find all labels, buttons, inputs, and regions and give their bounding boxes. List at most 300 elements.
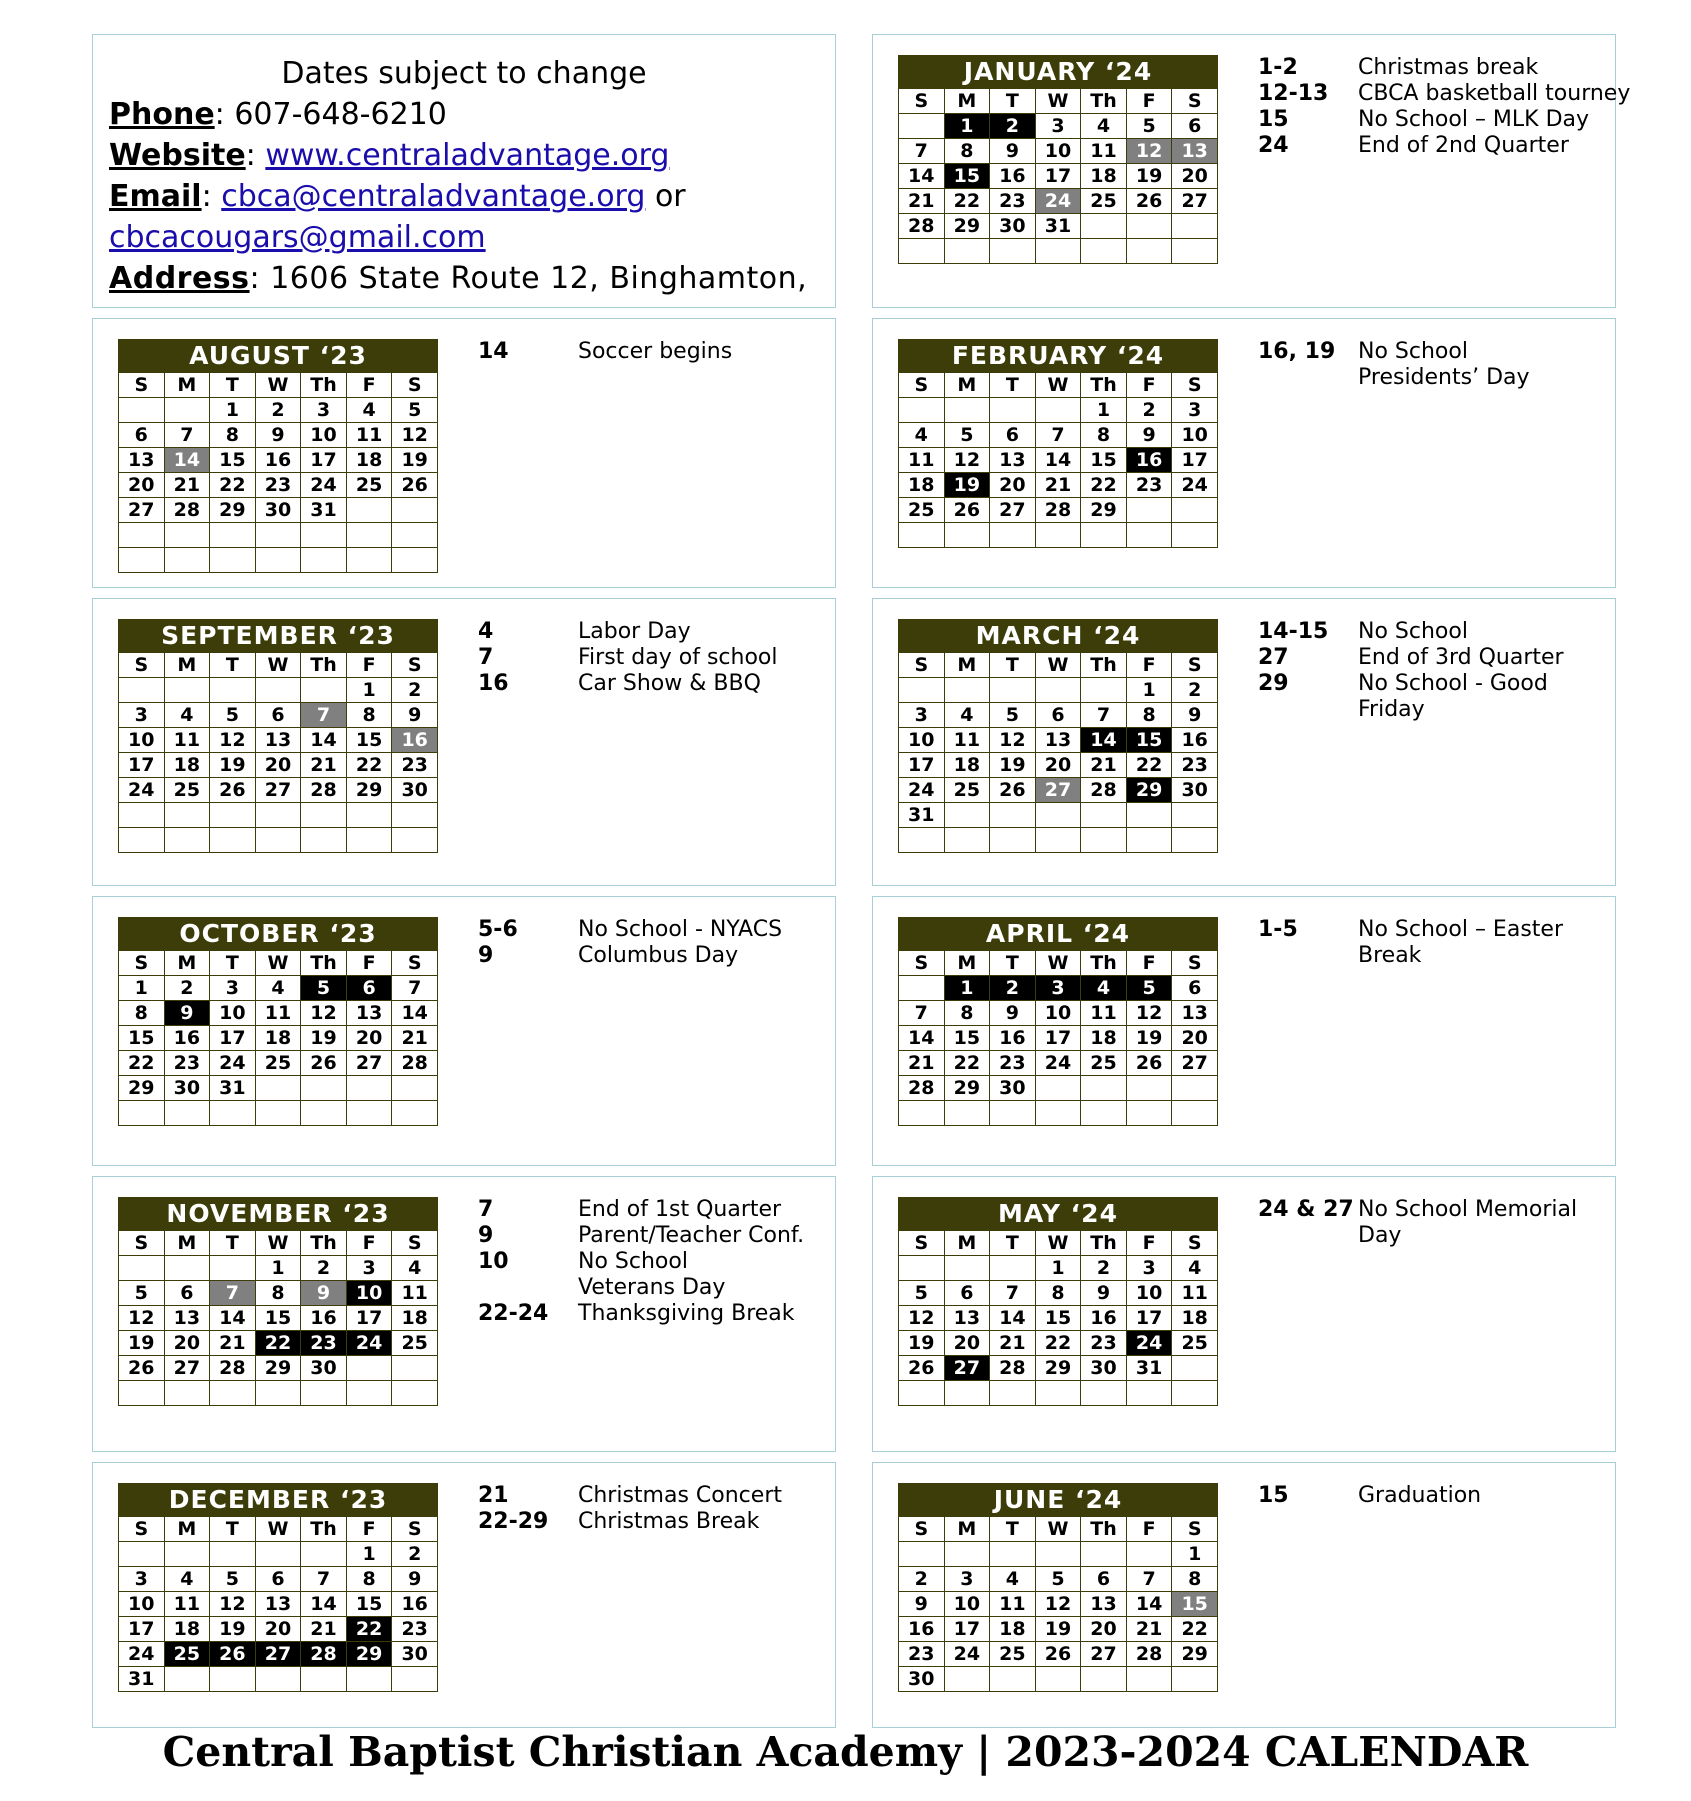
day-cell (346, 803, 392, 828)
event-list (1258, 1483, 1605, 1509)
weekday-header: Th (1081, 1517, 1127, 1542)
day-cell: 8 (346, 1567, 392, 1592)
day-cell: 31 (119, 1667, 165, 1692)
event-list (478, 339, 825, 365)
day-cell: 11 (392, 1281, 438, 1306)
day-cell (301, 1381, 347, 1406)
event-text: Labor Day (578, 619, 691, 644)
day-cell: 12 (210, 1592, 256, 1617)
day-cell: 21 (990, 1331, 1036, 1356)
day-cell (119, 1256, 165, 1281)
day-cell: 7 (1081, 703, 1127, 728)
day-cell: 25 (944, 778, 990, 803)
event-list (1258, 55, 1631, 159)
day-cell (119, 523, 165, 548)
weekday-header: F (346, 1231, 392, 1256)
day-cell: 24 (1126, 1331, 1172, 1356)
event-text: Christmas break (1358, 55, 1539, 80)
weekday-header: S (899, 951, 945, 976)
weekday-header: T (210, 373, 256, 398)
day-cell: 21 (899, 189, 945, 214)
event-list (478, 1483, 825, 1535)
day-cell (210, 1542, 256, 1567)
day-cell: 29 (346, 778, 392, 803)
day-cell: 7 (210, 1281, 256, 1306)
day-cell: 27 (255, 778, 301, 803)
day-cell: 5 (1035, 1567, 1081, 1592)
day-cell: 13 (944, 1306, 990, 1331)
day-cell (1081, 828, 1127, 853)
day-cell: 28 (1035, 498, 1081, 523)
day-cell: 20 (1081, 1617, 1127, 1642)
weekday-header: F (346, 951, 392, 976)
day-cell: 24 (1172, 473, 1218, 498)
event-text: Christmas Concert (578, 1483, 782, 1508)
event-item (1258, 943, 1605, 969)
day-cell: 29 (346, 1642, 392, 1667)
day-cell (1035, 523, 1081, 548)
event-text: No School - NYACS (578, 917, 783, 942)
weekday-header: W (255, 951, 301, 976)
event-text: Veterans Day (578, 1275, 726, 1300)
day-cell: 16 (392, 1592, 438, 1617)
day-cell: 25 (990, 1642, 1036, 1667)
day-cell: 11 (899, 448, 945, 473)
weekday-header: W (255, 1231, 301, 1256)
day-cell: 2 (990, 114, 1036, 139)
day-cell: 17 (1126, 1306, 1172, 1331)
day-cell: 1 (944, 114, 990, 139)
day-cell (1126, 828, 1172, 853)
day-cell: 26 (1126, 1051, 1172, 1076)
day-cell (1172, 1381, 1218, 1406)
day-cell: 3 (119, 1567, 165, 1592)
weekday-header: T (210, 1231, 256, 1256)
event-date (1258, 943, 1358, 969)
day-cell (1081, 214, 1127, 239)
day-cell: 13 (255, 1592, 301, 1617)
day-cell: 23 (1126, 473, 1172, 498)
day-cell: 30 (1081, 1356, 1127, 1381)
day-cell: 1 (1035, 1256, 1081, 1281)
day-cell: 18 (990, 1617, 1036, 1642)
day-cell (944, 398, 990, 423)
day-cell: 30 (392, 778, 438, 803)
event-item (1258, 133, 1605, 159)
day-cell: 1 (119, 976, 165, 1001)
day-cell: 31 (1035, 214, 1081, 239)
event-text: Soccer begins (578, 339, 733, 364)
day-cell (1081, 1542, 1127, 1567)
day-cell (899, 114, 945, 139)
day-cell (899, 398, 945, 423)
day-cell: 29 (255, 1356, 301, 1381)
day-cell (1172, 523, 1218, 548)
day-cell: 12 (1035, 1592, 1081, 1617)
day-cell (990, 1101, 1036, 1126)
day-cell: 22 (944, 189, 990, 214)
day-cell: 30 (990, 214, 1036, 239)
day-cell: 18 (1081, 164, 1127, 189)
day-cell (990, 678, 1036, 703)
address-text: 1606 State Route 12, Binghamton, (270, 261, 808, 296)
weekday-header: Th (1081, 1231, 1127, 1256)
day-cell: 4 (944, 703, 990, 728)
day-cell (1126, 214, 1172, 239)
day-cell (944, 1381, 990, 1406)
day-cell (899, 1256, 945, 1281)
day-cell (1172, 239, 1218, 264)
day-cell: 19 (899, 1331, 945, 1356)
day-cell (1081, 678, 1127, 703)
day-cell: 2 (899, 1567, 945, 1592)
day-cell (392, 548, 438, 573)
day-cell: 12 (1126, 139, 1172, 164)
event-date (478, 1275, 578, 1301)
day-cell (1035, 398, 1081, 423)
day-cell: 9 (1172, 703, 1218, 728)
day-cell (944, 1101, 990, 1126)
day-cell: 25 (1172, 1331, 1218, 1356)
weekday-header: M (944, 1517, 990, 1542)
day-cell: 8 (255, 1281, 301, 1306)
month-calendar (898, 917, 1218, 1126)
day-cell: 15 (210, 448, 256, 473)
day-cell (255, 1667, 301, 1692)
event-item (478, 619, 825, 645)
day-cell: 10 (301, 423, 347, 448)
day-cell: 3 (119, 703, 165, 728)
day-cell (1126, 1101, 1172, 1126)
month-panel (92, 318, 836, 588)
day-cell (1035, 1667, 1081, 1692)
event-date (1258, 697, 1358, 723)
day-cell (1172, 803, 1218, 828)
day-cell (990, 1542, 1036, 1567)
event-text: CBCA basketball tourney (1358, 81, 1631, 106)
event-text: End of 1st Quarter (578, 1197, 782, 1222)
address-line: Address: 1606 State Route 12, Binghamton, (109, 261, 808, 296)
weekday-header: M (164, 653, 210, 678)
day-cell: 13 (119, 448, 165, 473)
day-cell: 10 (346, 1281, 392, 1306)
event-text: Car Show & BBQ (578, 671, 761, 696)
day-cell: 21 (1126, 1617, 1172, 1642)
day-cell: 2 (1172, 678, 1218, 703)
day-cell (1081, 523, 1127, 548)
day-cell (392, 1101, 438, 1126)
day-cell: 30 (392, 1642, 438, 1667)
day-cell (1035, 1542, 1081, 1567)
day-cell: 7 (990, 1281, 1036, 1306)
day-cell: 8 (944, 139, 990, 164)
event-date: 9 (478, 943, 494, 968)
weekday-header: S (1172, 89, 1218, 114)
day-cell: 11 (1172, 1281, 1218, 1306)
weekday-header: W (1035, 1231, 1081, 1256)
day-cell: 7 (164, 423, 210, 448)
day-cell (1081, 1101, 1127, 1126)
day-cell: 27 (346, 1051, 392, 1076)
day-cell: 24 (119, 778, 165, 803)
day-cell (944, 239, 990, 264)
day-cell: 8 (210, 423, 256, 448)
day-cell: 18 (1172, 1306, 1218, 1331)
event-text: Presidents’ Day (1358, 365, 1530, 390)
day-cell: 8 (1081, 423, 1127, 448)
day-cell: 21 (210, 1331, 256, 1356)
day-cell (990, 239, 1036, 264)
day-cell: 1 (346, 1542, 392, 1567)
event-date: 24 (1258, 133, 1289, 158)
day-cell: 9 (990, 139, 1036, 164)
weekday-header: W (1035, 951, 1081, 976)
day-cell: 14 (164, 448, 210, 473)
email-link-2[interactable]: cbcacougars@gmail.com (109, 220, 486, 255)
day-cell: 11 (164, 728, 210, 753)
day-cell: 17 (1035, 164, 1081, 189)
day-cell: 28 (301, 1642, 347, 1667)
day-cell: 23 (392, 753, 438, 778)
day-cell (1126, 1076, 1172, 1101)
month-title: OCTOBER ‘23 (118, 917, 438, 950)
day-cell: 11 (1081, 1001, 1127, 1026)
month-title: JANUARY ‘24 (898, 55, 1218, 88)
event-date: 10 (478, 1249, 509, 1274)
day-cell: 24 (119, 1642, 165, 1667)
weekday-header: M (164, 1231, 210, 1256)
event-text: First day of school (578, 645, 778, 670)
day-cell: 24 (301, 473, 347, 498)
weekday-header: S (392, 653, 438, 678)
day-cell: 20 (1035, 753, 1081, 778)
weekday-header: S (899, 89, 945, 114)
event-date: 9 (478, 1223, 494, 1248)
day-cell: 12 (944, 448, 990, 473)
month-panel (872, 1176, 1616, 1452)
weekday-header: Th (301, 653, 347, 678)
event-list (478, 619, 825, 697)
month-panel (92, 1462, 836, 1728)
day-cell: 11 (346, 423, 392, 448)
event-date: 7 (478, 1197, 494, 1222)
weekday-header: T (210, 951, 256, 976)
day-cell: 21 (1035, 473, 1081, 498)
day-cell: 18 (255, 1026, 301, 1051)
day-cell (164, 1101, 210, 1126)
day-cell: 16 (1126, 448, 1172, 473)
website-line: Website: www.centraladvantage.org (109, 138, 670, 173)
day-cell (1081, 1381, 1127, 1406)
day-cell: 5 (210, 703, 256, 728)
day-cell: 9 (392, 1567, 438, 1592)
day-cell (346, 523, 392, 548)
day-cell: 17 (1035, 1026, 1081, 1051)
weekday-header: S (392, 951, 438, 976)
event-date: 7 (478, 645, 494, 670)
day-cell: 11 (164, 1592, 210, 1617)
day-cell (255, 1542, 301, 1567)
day-cell: 25 (164, 1642, 210, 1667)
day-cell: 11 (255, 1001, 301, 1026)
day-cell (1172, 1076, 1218, 1101)
day-cell: 24 (944, 1642, 990, 1667)
email-line-2 (109, 217, 819, 258)
event-item (478, 917, 825, 943)
day-cell: 13 (1035, 728, 1081, 753)
day-cell: 22 (1081, 473, 1127, 498)
day-cell: 17 (301, 448, 347, 473)
day-cell (119, 398, 165, 423)
day-cell: 29 (944, 214, 990, 239)
day-cell (346, 1667, 392, 1692)
event-date (1258, 365, 1358, 391)
day-cell: 9 (899, 1592, 945, 1617)
day-cell: 29 (210, 498, 256, 523)
event-item (478, 1197, 825, 1223)
day-cell (346, 1381, 392, 1406)
day-cell: 9 (255, 423, 301, 448)
website-link[interactable]: www.centraladvantage.org (265, 138, 670, 173)
day-cell: 25 (392, 1331, 438, 1356)
event-date: 24 & 27 (1258, 1197, 1354, 1222)
weekday-header: S (1172, 653, 1218, 678)
day-cell: 14 (301, 728, 347, 753)
weekday-header: S (392, 1231, 438, 1256)
day-cell: 5 (119, 1281, 165, 1306)
event-date: 22-29 (478, 1509, 549, 1534)
day-cell: 26 (301, 1051, 347, 1076)
day-cell (301, 678, 347, 703)
day-cell (255, 523, 301, 548)
day-cell: 7 (301, 1567, 347, 1592)
phone-label: Phone (109, 97, 215, 132)
day-cell: 16 (990, 1026, 1036, 1051)
day-cell: 4 (899, 423, 945, 448)
day-cell: 5 (944, 423, 990, 448)
email-link-1[interactable]: cbca@centraladvantage.org (221, 179, 646, 214)
day-cell: 25 (346, 473, 392, 498)
event-text: Christmas Break (578, 1509, 760, 1534)
day-cell: 14 (1035, 448, 1081, 473)
day-cell (210, 1381, 256, 1406)
day-cell (164, 1381, 210, 1406)
weekday-header: Th (1081, 653, 1127, 678)
day-cell: 22 (944, 1051, 990, 1076)
day-cell: 3 (1126, 1256, 1172, 1281)
day-cell: 10 (1126, 1281, 1172, 1306)
month-title: DECEMBER ‘23 (118, 1483, 438, 1516)
day-cell: 29 (119, 1076, 165, 1101)
page-title: Central Baptist Christian Academy | 2023-2024 CALENDAR (162, 1728, 1529, 1776)
day-cell (899, 1381, 945, 1406)
month-calendar (898, 55, 1218, 264)
day-cell (944, 803, 990, 828)
event-item (478, 1301, 825, 1327)
day-cell: 27 (1035, 778, 1081, 803)
day-cell: 15 (1126, 728, 1172, 753)
day-cell: 18 (899, 473, 945, 498)
weekday-header: W (1035, 89, 1081, 114)
event-date: 27 (1258, 645, 1289, 670)
day-cell: 26 (990, 778, 1036, 803)
event-item (478, 1223, 825, 1249)
event-item (1258, 1223, 1605, 1249)
day-cell: 5 (210, 1567, 256, 1592)
day-cell (301, 1667, 347, 1692)
day-cell: 15 (1172, 1592, 1218, 1617)
day-cell: 18 (346, 448, 392, 473)
day-cell: 29 (944, 1076, 990, 1101)
weekday-header: T (990, 89, 1036, 114)
day-cell: 24 (346, 1331, 392, 1356)
event-date: 16, 19 (1258, 339, 1336, 364)
day-cell: 26 (899, 1356, 945, 1381)
day-cell: 14 (899, 1026, 945, 1051)
day-cell: 6 (164, 1281, 210, 1306)
day-cell (119, 548, 165, 573)
day-cell: 15 (944, 1026, 990, 1051)
day-cell: 31 (210, 1076, 256, 1101)
day-cell (899, 239, 945, 264)
day-cell (1035, 1381, 1081, 1406)
event-date: 14 (478, 339, 509, 364)
weekday-header: T (990, 1231, 1036, 1256)
day-cell: 29 (1172, 1642, 1218, 1667)
day-cell: 7 (899, 1001, 945, 1026)
weekday-header: T (210, 1517, 256, 1542)
month-title: SEPTEMBER ‘23 (118, 619, 438, 652)
day-cell: 10 (1035, 1001, 1081, 1026)
day-cell: 14 (1126, 1592, 1172, 1617)
event-text: No School – Easter (1358, 917, 1563, 942)
day-cell (255, 1381, 301, 1406)
month-title: JUNE ‘24 (898, 1483, 1218, 1516)
month-title: AUGUST ‘23 (118, 339, 438, 372)
month-title: FEBRUARY ‘24 (898, 339, 1218, 372)
event-item (1258, 917, 1605, 943)
day-cell (392, 1667, 438, 1692)
day-cell (255, 828, 301, 853)
weekday-header: T (210, 653, 256, 678)
day-cell: 9 (392, 703, 438, 728)
event-item (1258, 107, 1605, 133)
day-cell: 8 (119, 1001, 165, 1026)
weekday-header: S (899, 653, 945, 678)
day-cell (164, 678, 210, 703)
month-calendar (898, 1197, 1218, 1406)
day-cell (346, 548, 392, 573)
weekday-header: S (392, 373, 438, 398)
weekday-header: Th (1081, 89, 1127, 114)
event-text: Graduation (1358, 1483, 1482, 1508)
day-cell: 7 (899, 139, 945, 164)
weekday-header: F (346, 373, 392, 398)
weekday-header: T (990, 951, 1036, 976)
day-cell: 28 (1081, 778, 1127, 803)
day-cell: 21 (301, 753, 347, 778)
event-date: 22-24 (478, 1301, 549, 1326)
day-cell: 17 (119, 753, 165, 778)
day-cell: 9 (164, 1001, 210, 1026)
month-title: MAY ‘24 (898, 1197, 1218, 1230)
day-cell: 21 (392, 1026, 438, 1051)
day-cell (255, 678, 301, 703)
day-cell: 7 (392, 976, 438, 1001)
day-cell: 15 (944, 164, 990, 189)
weekday-header: T (990, 373, 1036, 398)
day-cell: 8 (1126, 703, 1172, 728)
